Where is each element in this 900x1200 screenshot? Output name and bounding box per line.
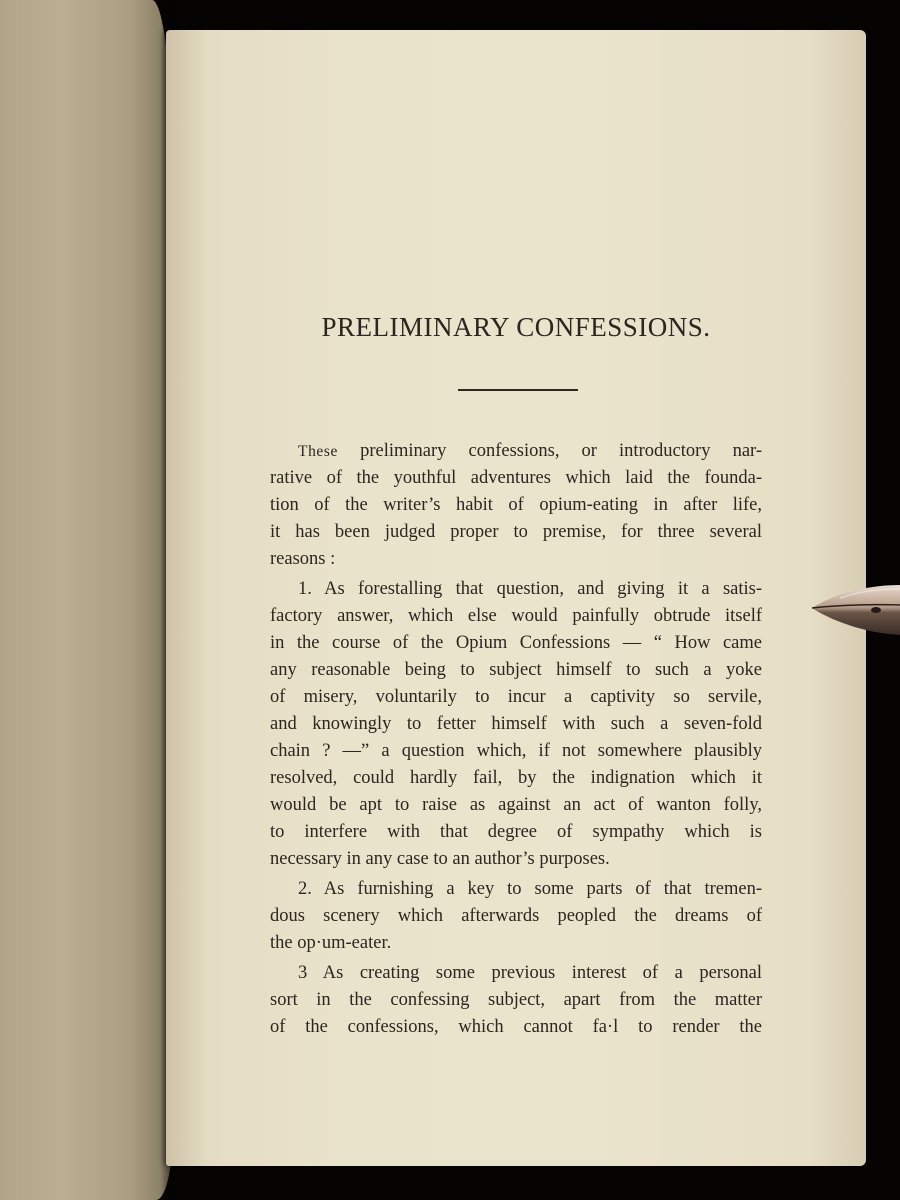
text-line: rative of the youthful adventures which laid the founda- (270, 468, 762, 488)
text-line: dous scenery which afterwards peopled the dreams of (270, 906, 762, 926)
text-line: the op·um-eater. (270, 933, 392, 953)
text-line: and knowingly to fetter himself with such a seven-fold (270, 714, 762, 734)
title-rule (458, 389, 578, 391)
text-line: it has been judged proper to premise, for three several (270, 522, 762, 542)
text-line: 1. As forestalling that question, and giving it a satis- (298, 579, 762, 599)
text-line: to interfere with that degree of sympathy which is (270, 822, 762, 842)
text-line: in the course of the Opium Confessions — “ How came (270, 633, 762, 653)
text-line: factory answer, which else would painfully obtrude itself (270, 606, 762, 626)
text-line: any reasonable being to subject himself to such a yoke (270, 660, 762, 680)
text-line: sort in the confessing subject, apart from the matter (270, 990, 762, 1010)
text-line: necessary in any case to an author’s purposes. (270, 849, 610, 869)
chapter-title: PRELIMINARY CONFESSIONS. (321, 312, 711, 342)
text-line: chain ? —” a question which, if not somewhere plausibly (270, 741, 762, 761)
small-caps-lead: These (298, 443, 339, 460)
text-line: 3 As creating some previous interest of a personal (298, 963, 762, 983)
text-line: of the confessions, which cannot fa·l to render the (270, 1017, 762, 1037)
text-line: 2. As furnishing a key to some parts of that tremen- (298, 879, 762, 899)
text-line: tion of the writer’s habit of opium-eating in after life, (270, 495, 762, 515)
body-text (270, 438, 762, 1041)
pen-nib-icon (810, 583, 900, 639)
text-line: resolved, could hardly fail, by the indignation which it (270, 768, 762, 788)
text-line: reasons : (270, 549, 336, 569)
text-line: of misery, voluntarily to incur a captivity so servile, (270, 687, 762, 707)
left-page (0, 0, 172, 1200)
text-line: would be apt to raise as against an act of wanton folly, (270, 795, 762, 815)
text-line: These preliminary confessions, or introductory nar- (298, 441, 762, 461)
